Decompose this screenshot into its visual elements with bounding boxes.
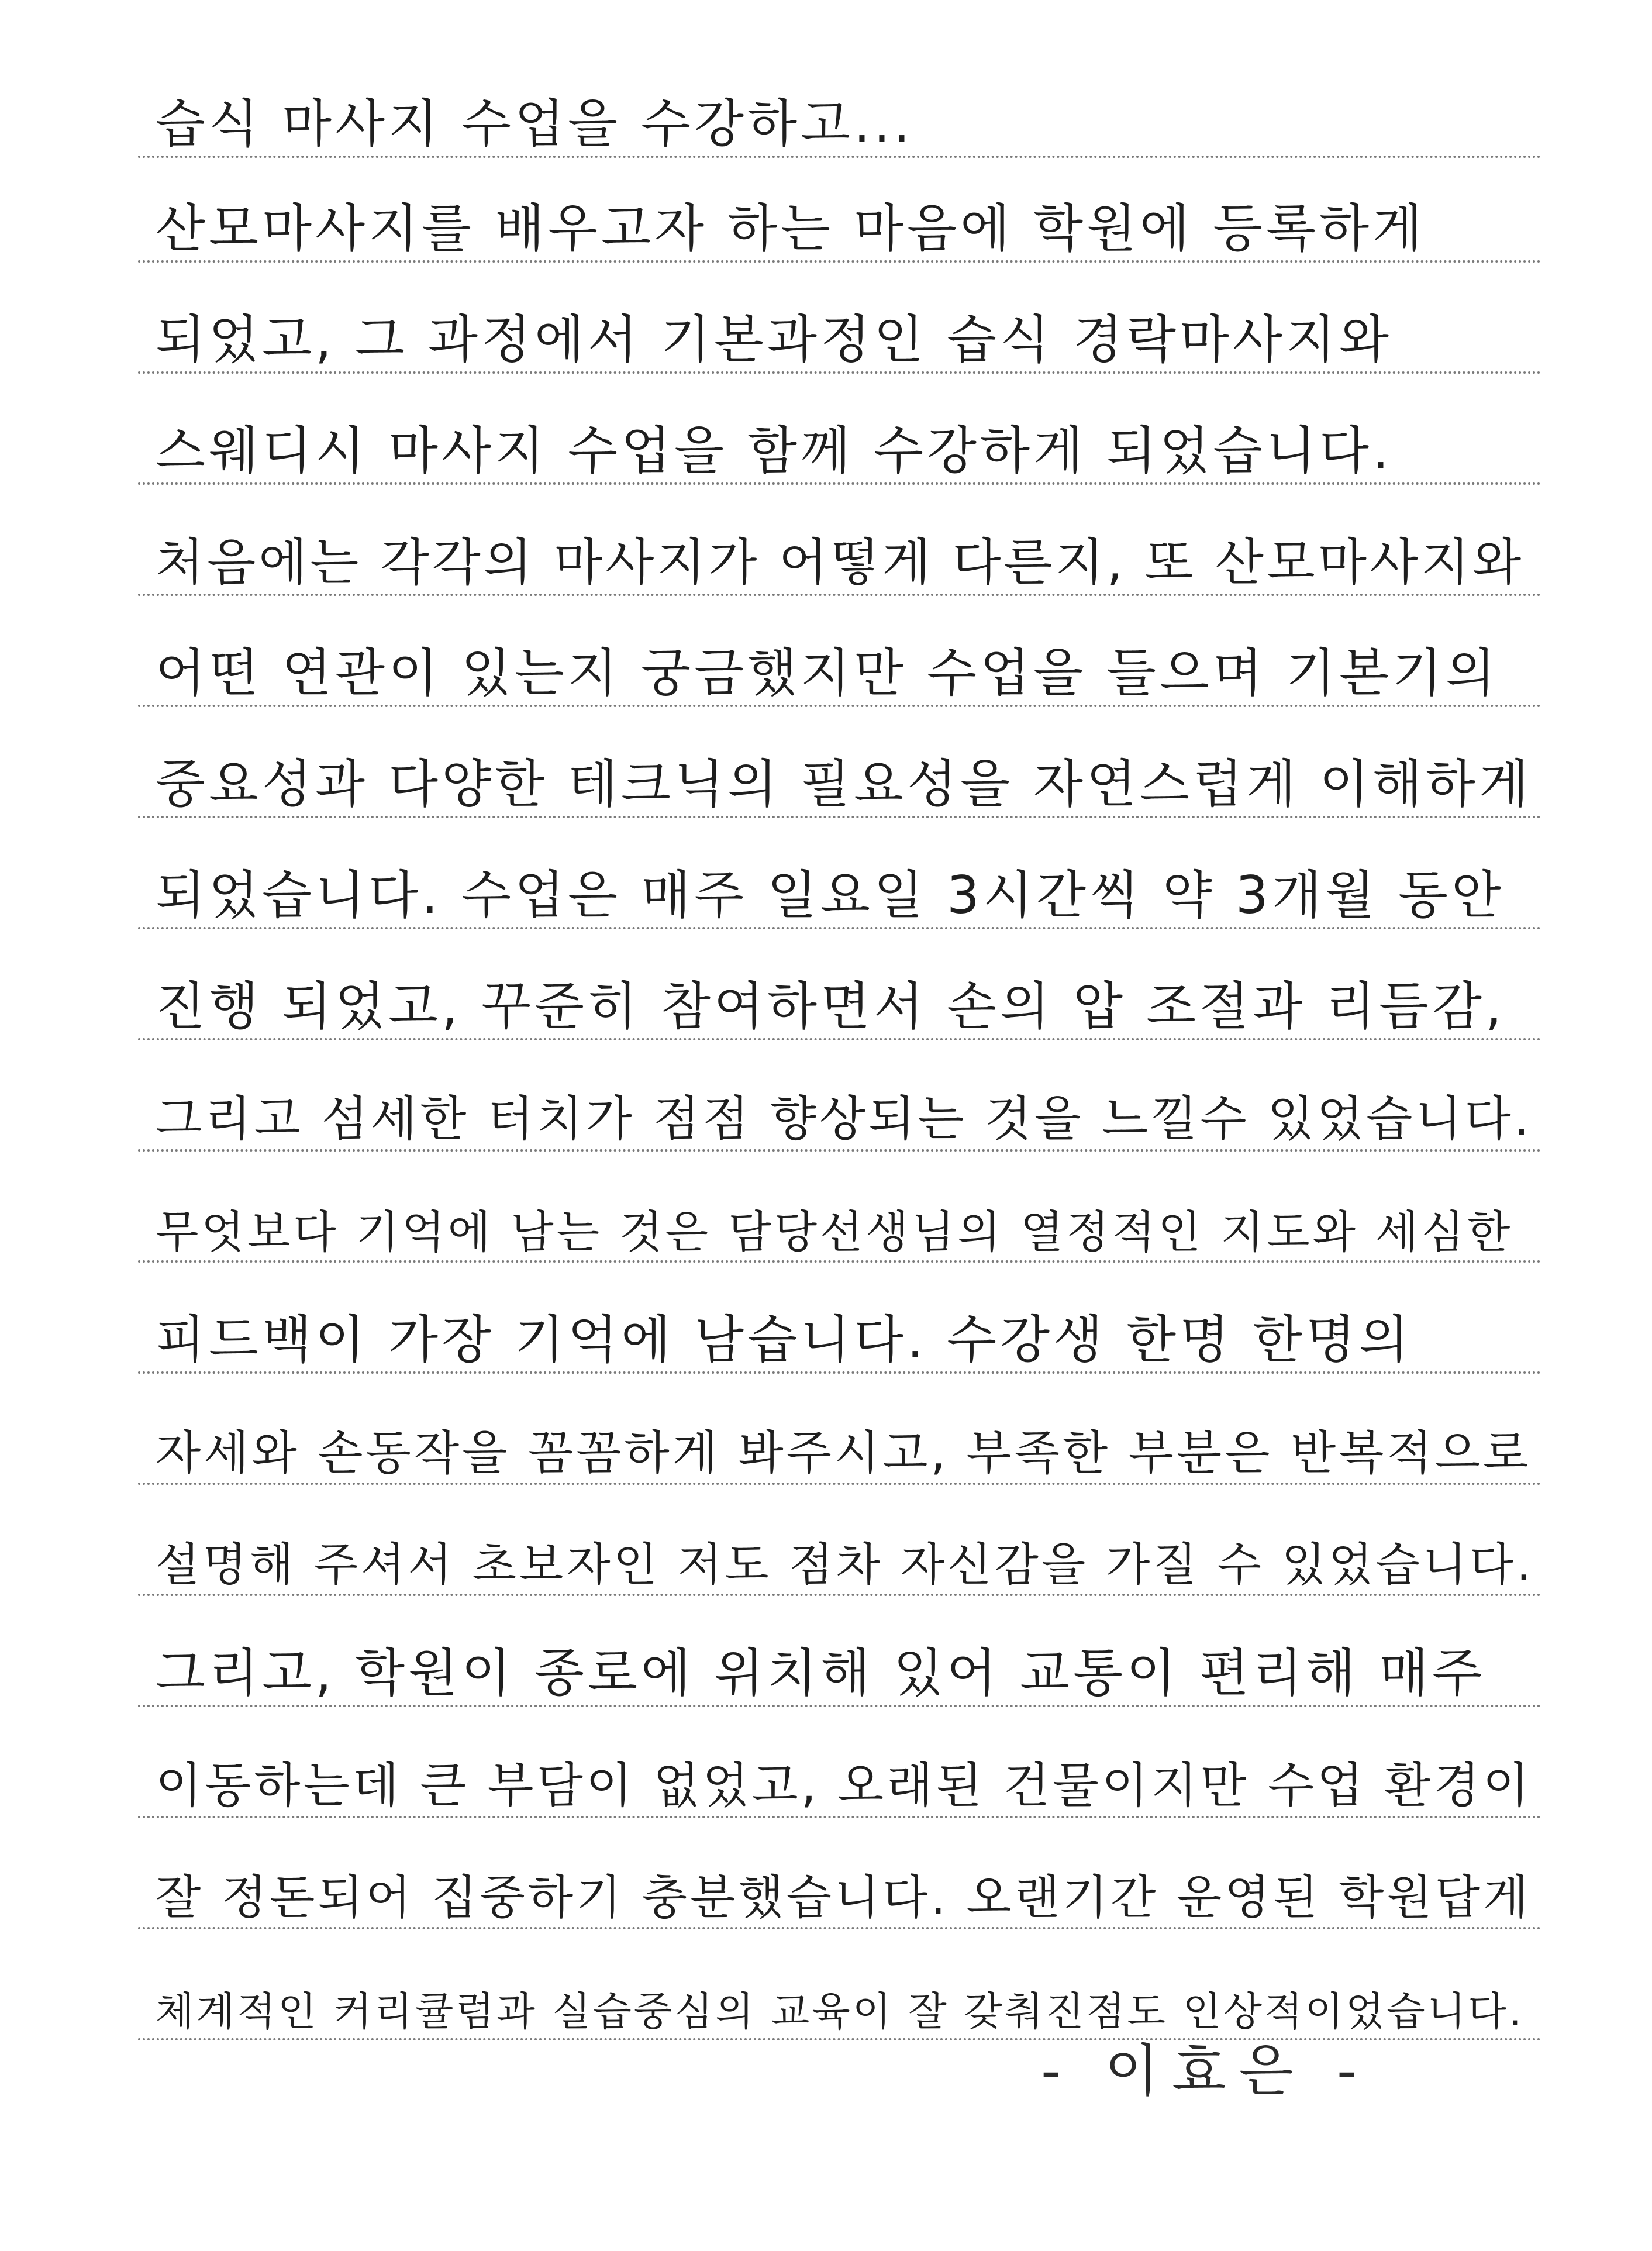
letter-line-11 — [138, 1268, 1541, 1374]
dotted-rule — [138, 1816, 1541, 1818]
letter-line-text: 무엇보다 기억에 남는 것은 담당선생님의 열정적인 지도와 세심한 — [156, 1206, 1513, 1258]
dotted-rule — [138, 1371, 1541, 1374]
letter-line-text: 그리고 섬세한 터치가 점점 향상되는 것을 느낄수 있었습니다. — [156, 1091, 1532, 1147]
letter-line-text: 피드백이 가장 기억에 남습니다. 수강생 한명 한명의 — [156, 1309, 1412, 1370]
letter-line-text: 중요성과 다양한 테크닉의 필요성을 자연스럽게 이해하게 — [156, 754, 1533, 814]
dotted-rule — [138, 260, 1541, 263]
dotted-rule — [138, 1927, 1541, 1929]
letter-line-10 — [138, 1157, 1541, 1263]
dotted-rule — [138, 1038, 1541, 1040]
letter-line-7 — [138, 824, 1541, 929]
letter-title-line — [138, 53, 1541, 158]
letter-line-text: 잘 정돈되어 집중하기 충분했습니다. 오랜기간 운영된 학원답게 — [156, 1870, 1532, 1925]
letter-line-6 — [138, 713, 1541, 818]
letter-line-13 — [138, 1491, 1541, 1596]
letter-line-12 — [138, 1380, 1541, 1485]
letter-line-text: 체계적인 커리큘럼과 실습중심의 교육이 잘 갖춰진점도 인상적이었습니다. — [156, 1989, 1524, 2035]
letter-line-2 — [138, 268, 1541, 374]
dotted-rule — [138, 1483, 1541, 1485]
letter-line-text: 스웨디시 마사지 수업을 함께 수강하게 되었습니다. — [156, 420, 1393, 481]
letter-line-9 — [138, 1046, 1541, 1152]
letter-line-text: 이동하는데 큰 부담이 없었고, 오래된 건물이지만 수업 환경이 — [156, 1758, 1532, 1814]
letter-line-text: 자세와 손동작을 꼼꼼하게 봐주시고, 부족한 부분은 반복적으로 — [156, 1426, 1532, 1480]
letter-line-text: 되었습니다. 수업은 매주 일요일 3시간씩 약 3개월 동안 — [156, 865, 1505, 925]
letter-line-16 — [138, 1824, 1541, 1929]
letter-title: 습식 마사지 수업을 수강하고... — [156, 94, 913, 154]
letter-line-4 — [138, 491, 1541, 596]
dotted-rule — [138, 482, 1541, 485]
letter-line-17 — [138, 1935, 1541, 2040]
dotted-rule — [138, 1705, 1541, 1707]
letter-line-text: 그리고, 학원이 종로에 위치해 있어 교통이 편리해 매주 — [156, 1643, 1485, 1703]
dotted-rule — [138, 371, 1541, 374]
letter-line-14 — [138, 1602, 1541, 1707]
letter-line-text: 진행 되었고, 꾸준히 참여하면서 손의 압 조절과 리듬감, — [156, 976, 1505, 1036]
dotted-rule — [138, 816, 1541, 818]
dotted-rule — [138, 927, 1541, 929]
letter-line-text: 어떤 연관이 있는지 궁금했지만 수업을 들으며 기본기의 — [156, 643, 1499, 703]
letter-line-text: 설명해 주셔서 초보자인 저도 점차 자신감을 가질 수 있었습니다. — [156, 1539, 1534, 1591]
dotted-rule — [138, 1594, 1541, 1596]
dotted-rule — [138, 1149, 1541, 1152]
letter-line-text: 되었고, 그 과정에서 기본과정인 습식 경락마사지와 — [156, 309, 1393, 370]
letter-line-5 — [138, 602, 1541, 707]
letter-line-text: 산모마사지를 배우고자 하는 마음에 학원에 등록하게 — [156, 198, 1426, 258]
letter-line-8 — [138, 935, 1541, 1040]
letter-line-15 — [138, 1713, 1541, 1818]
letter-line-3 — [138, 380, 1541, 485]
letter-line-text: 처음에는 각각의 마사지가 어떻게 다른지, 또 산모마사지와 — [156, 533, 1525, 592]
letter-line-1 — [138, 157, 1541, 263]
dotted-rule — [138, 1260, 1541, 1263]
author-signature: - 이효은 - — [1041, 2038, 1370, 2104]
dotted-rule — [138, 705, 1541, 707]
dotted-rule — [138, 594, 1541, 596]
